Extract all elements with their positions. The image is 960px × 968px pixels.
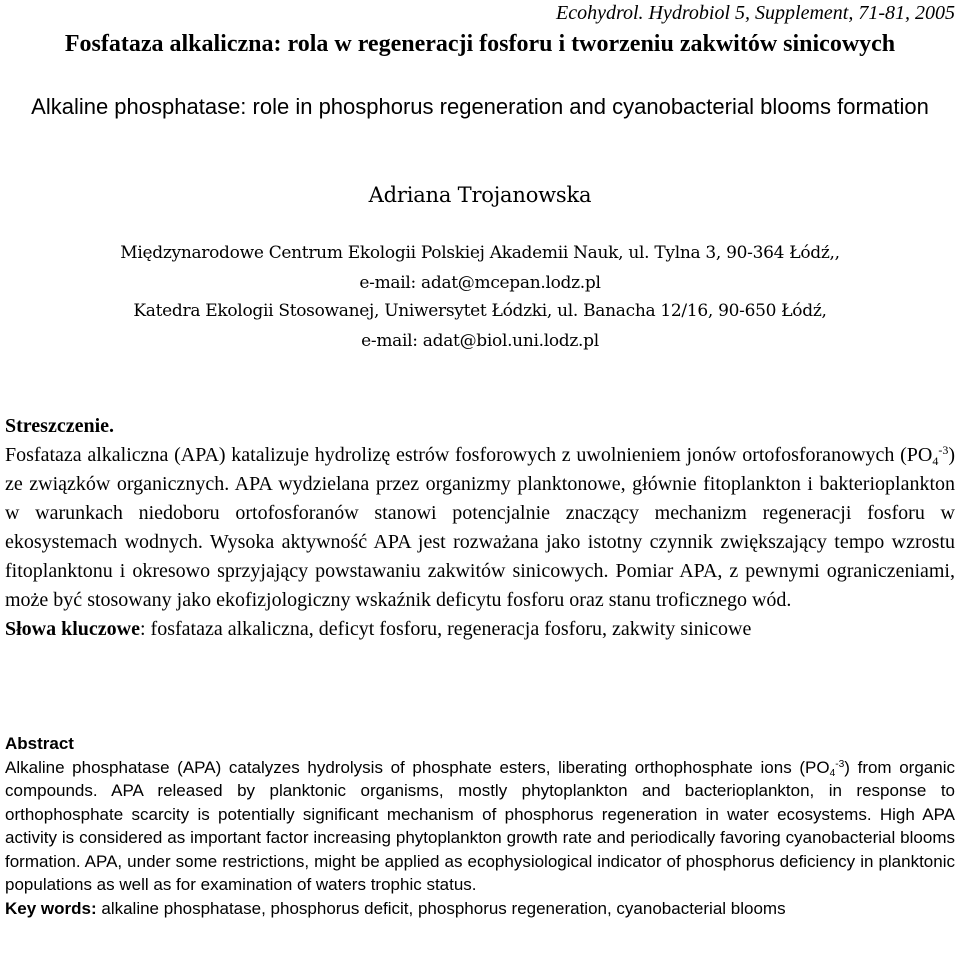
streszczenie-superscript: -3 xyxy=(938,443,949,458)
title-polish: Fosfataza alkaliczna: rola w regeneracji fosforu i tworzeniu zakwitów sinicowych xyxy=(64,31,896,57)
abstract-heading: Abstract xyxy=(5,734,74,753)
streszczenie-heading: Streszczenie. xyxy=(5,415,115,437)
slowa-kluczowe xyxy=(5,615,955,644)
author-name: Adriana Trojanowska xyxy=(368,183,592,207)
key-words xyxy=(5,897,955,921)
journal-reference: Ecohydrol. Hydrobiol 5, Supplement, 71-81, 2005 xyxy=(555,2,955,24)
affiliation-1 xyxy=(5,238,955,298)
slowa-kluczowe-list: : fosfataza alkaliczna, deficyt fosforu, regeneracja fosforu, zakwity sinicowe xyxy=(140,618,752,640)
key-words-label: Key words: xyxy=(5,898,97,918)
title-english: Alkaline phosphatase: role in phosphorus regeneration and cyanobacterial blooms formation xyxy=(31,94,929,119)
abstract-text-1: Alkaline phosphatase (APA) catalyzes hydrolysis of phosphate esters, liberating orthophosphate ions (PO xyxy=(5,757,830,777)
polish-abstract xyxy=(5,412,955,644)
abstract-body xyxy=(5,756,955,897)
key-words-list: alkaline phosphatase, phosphorus deficit, phosphorus regeneration, cyanobacterial blooms xyxy=(96,898,786,918)
streszczenie-text-2: ) ze związków organicznych. APA wydzielana przez organizmy planktonowe, głównie fitoplankton i bakterioplankton w warunkach niedoboru ortofosforanów stanowi potencjalnie znaczący mechanizm regeneracji fosforu w ekosystemach wodnych. Wysoka aktywność APA jest rozważana jako istotny czynnik zwiększający tempo wzrostu fitoplanktonu i okresowo sprzyjający powstawaniu zakwitów sinicowych. Pomiar APA, z pewnymi ograniczeniami, może być stosowany jako ekofizjologiczny wskaźnik deficytu fosforu oraz stanu troficznego wód. xyxy=(5,444,955,611)
streszczenie-subscript: 4 xyxy=(932,454,939,469)
slowa-kluczowe-label: Słowa kluczowe xyxy=(5,618,140,640)
abstract-superscript: -3 xyxy=(835,758,845,770)
affiliation-2-address: Katedra Ekologii Stosowanej, Uniwersytet Łódzki, ul. Banacha 12/16, 90-650 Łódź, xyxy=(133,301,827,321)
abstract-text-2: ) from organic compounds. APA released by planktonic organisms, mostly phytoplankton and bacterioplankton, in response to orthophosphate scarcity is potentially significant mechanism of phosphorus regeneration in water ecosystems. High APA activity is considered as important factor increasing phytoplankton growth rate and periodically favoring cyanobacterial blooms formation. APA, under some restrictions, might be applied as ecophysiological indicator of phosphorus deficiency in planktonic populations as well as for examination of waters trophic status. xyxy=(5,757,955,894)
streszczenie-text-1: Fosfataza alkaliczna (APA) katalizuje hydrolizę estrów fosforowych z uwolnieniem jonów ortofosforanowych (PO xyxy=(5,444,933,466)
english-abstract xyxy=(5,732,955,920)
affiliation-2 xyxy=(5,296,955,356)
abstract-subscript: 4 xyxy=(829,768,836,780)
affiliation-1-email: e-mail: adat@mcepan.lodz.pl xyxy=(359,273,601,293)
streszczenie-body xyxy=(5,441,955,615)
affiliation-1-address: Międzynarodowe Centrum Ekologii Polskiej Akademii Nauk, ul. Tylna 3, 90-364 Łódź,, xyxy=(120,243,840,263)
affiliation-2-email: e-mail: adat@biol.uni.lodz.pl xyxy=(361,331,599,351)
